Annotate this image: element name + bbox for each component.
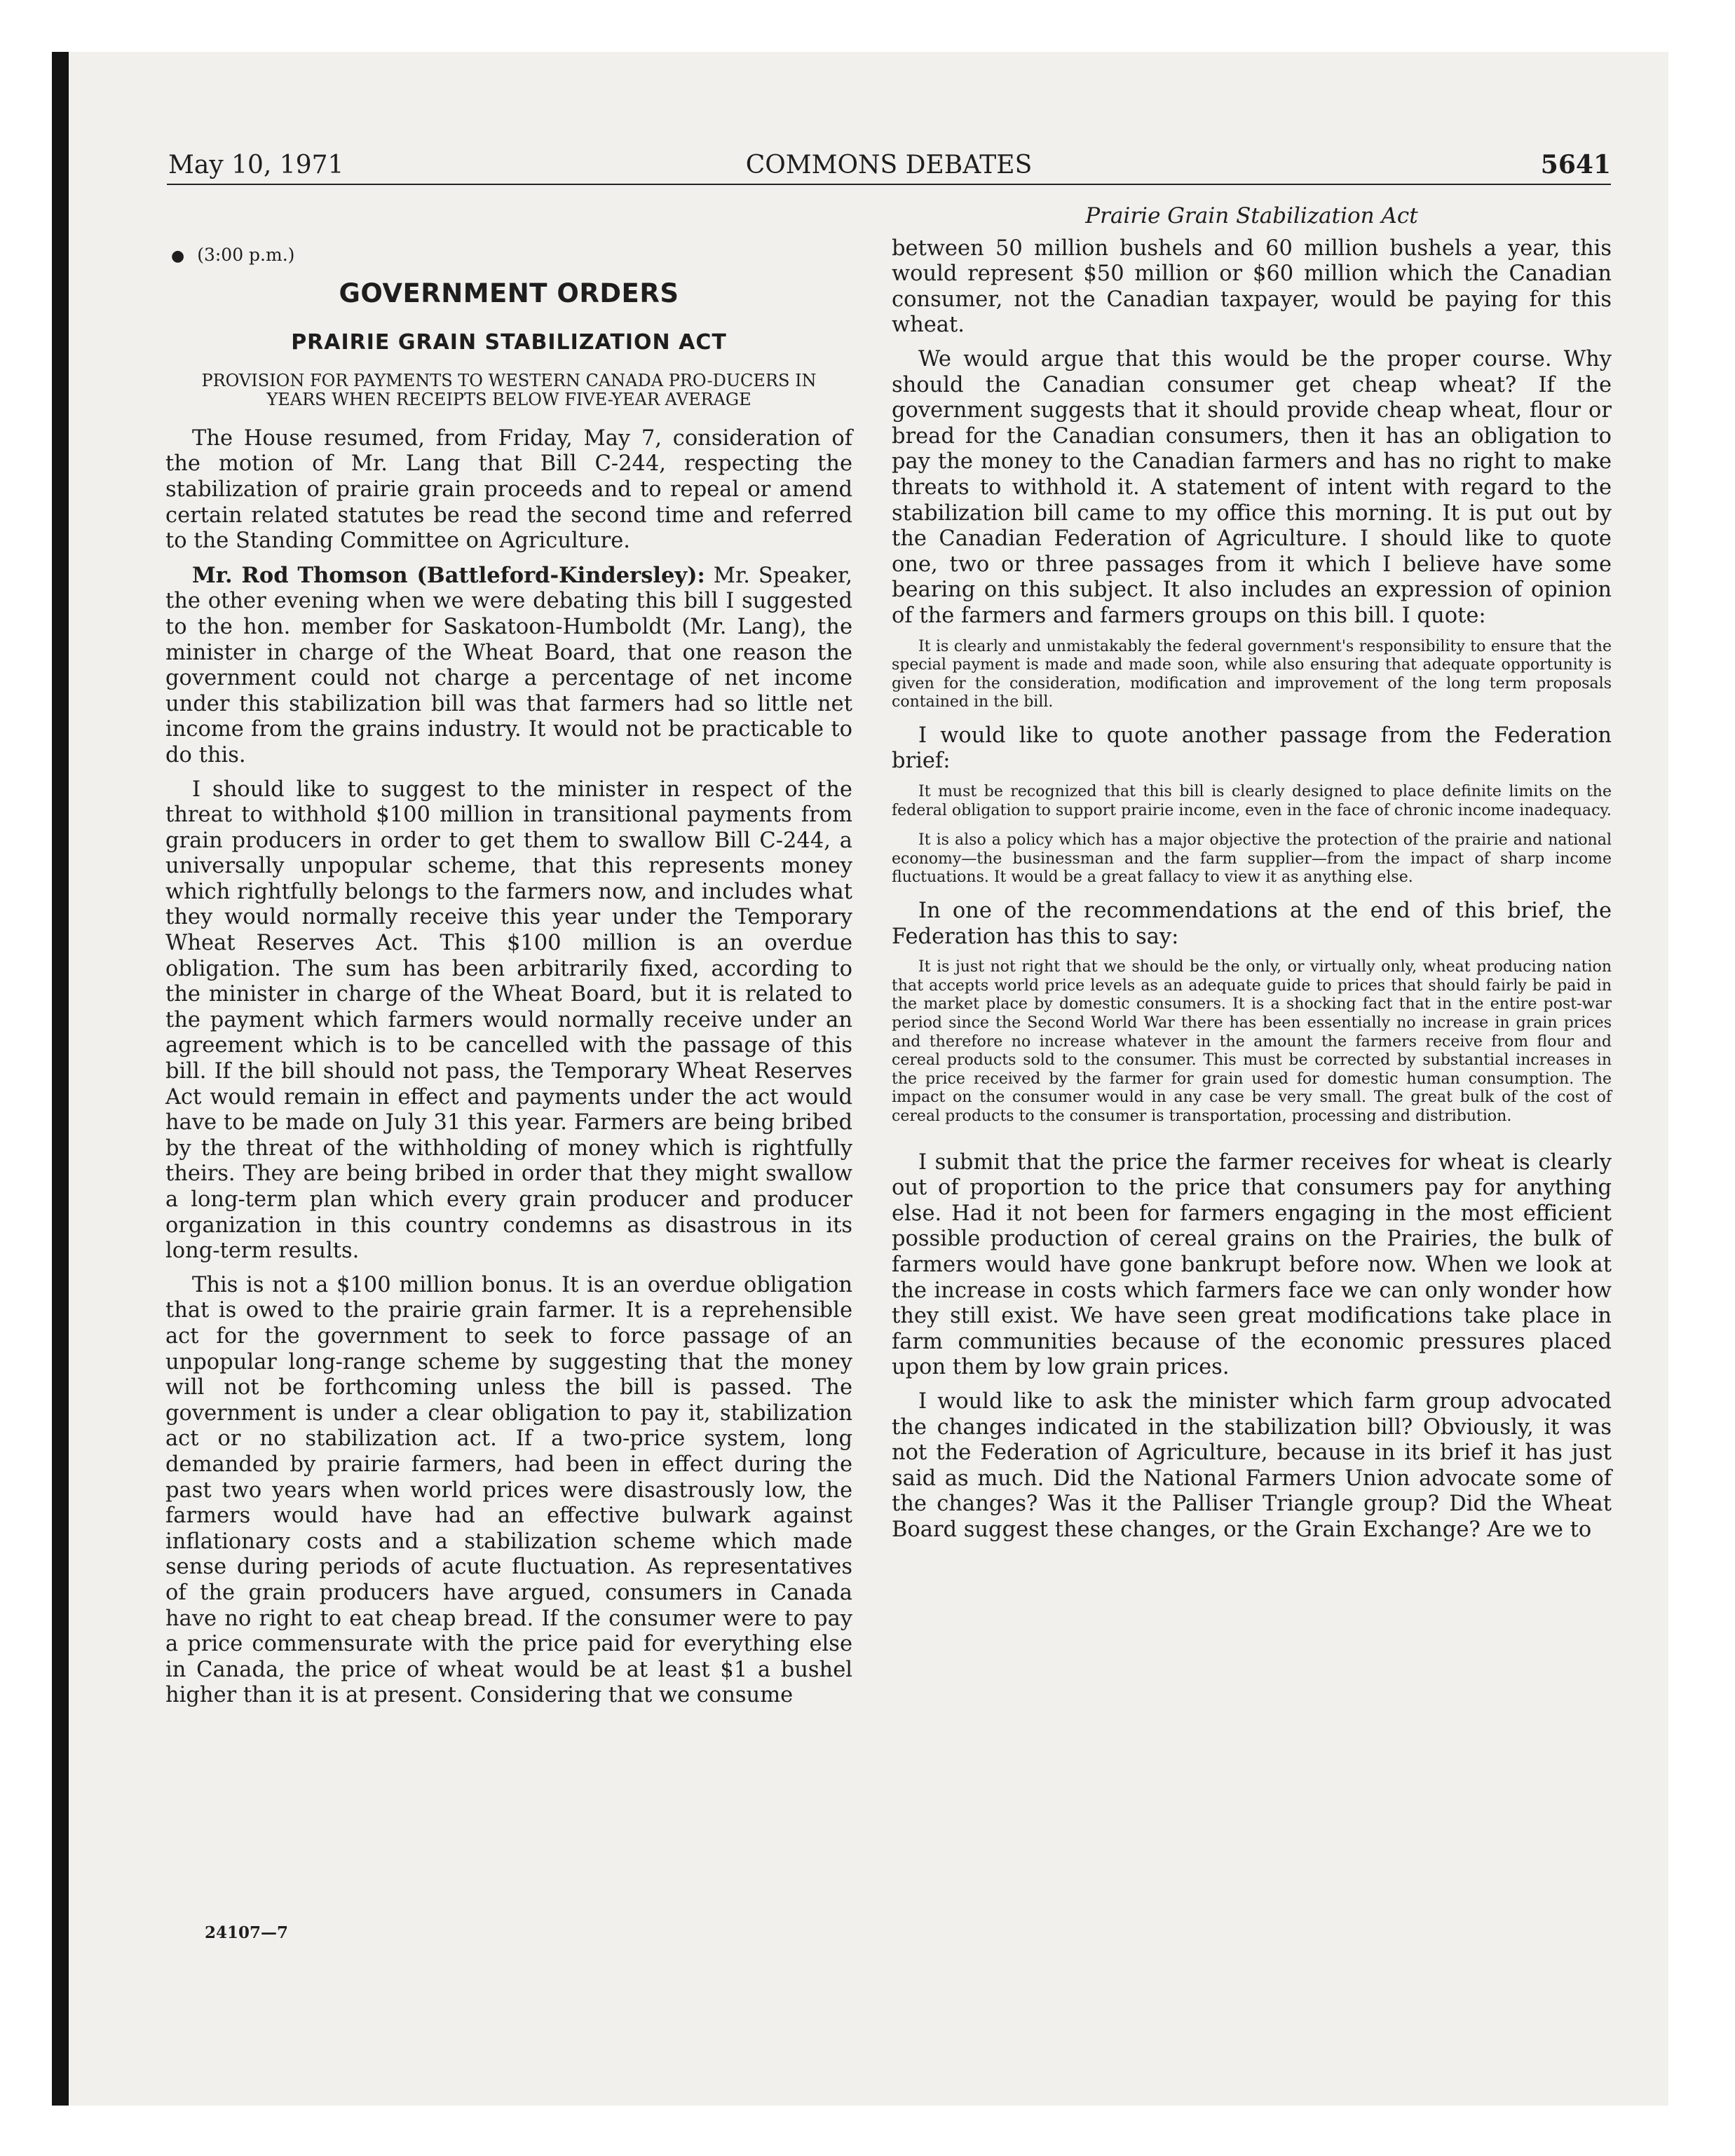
- bill-heading: PRAIRIE GRAIN STABILIZATION ACT: [291, 330, 727, 355]
- printer-code: 24107—7: [205, 1923, 289, 1942]
- speaker-paragraph: [165, 563, 852, 769]
- paragraph: between 50 million bushels and 60 million bushels a year, this would represent $50 million or $60 million which the Canadian consumer, not the Canadian taxpayer, would be paying for this wheat.: [892, 236, 1612, 338]
- page-header: [167, 144, 1611, 185]
- running-subtitle: Prairie Grain Stabilization Act: [1085, 203, 1418, 228]
- paragraph: This is not a $100 million bonus. It is an overdue obligation that is owed to the prairie grain farmer. It is a reprehensible act for the government to seek to force passage of an unpopular long-range scheme by suggesting that the money will not be forthcoming unless the bill is passed. The government is under a clear obligation to pay it, stabilization act or no stabilization act. If a two-price system, long demanded by prairie farmers, had been in effect during the past two years when world prices were disastrously low, the farmers would have had an effective bulwark against inflationary costs and a stabilization scheme which made sense during periods of acute fluctuation. As representatives of the grain producers have argued, consumers in Canada have no right to eat cheap bread. If the consumer were to pay a price commensurate with the price paid for everything else in Canada, the price of wheat would be at least $1 a bushel higher than it is at present. Considering that we consume: [165, 1272, 852, 1708]
- speaker-name: Mr. Rod Thomson (Battleford-Kindersley):: [192, 562, 705, 588]
- paragraph: I should like to suggest to the minister in respect of the threat to withhold $100 million in transitional payments from grain producers in order to get them to swallow Bill C-244, a universally unpopular scheme, that this represents money which rightfully belongs to the farmers now, and includes what they would normally receive this year under the Temporary Wheat Reserves Act. This $100 million is an overdue obligation. The sum has been arbitrarily fixed, according to the minister in charge of the Wheat Board, but it is related to the payment which farmers would normally receive under an agreement which is to be cancelled with the passage of this bill. If the bill should not pass, the Temporary Wheat Reserves Act would remain in effect and payments under the act would have to be made on July 31 this year. Farmers are being bribed by the threat of the withholding of money which is rightfully theirs. They are being bribed in order that they might swallow a long-term plan which every grain producer and producer organization in this country condemns as disastrous in its long-term results.: [165, 777, 852, 1264]
- header-date: May 10, 1971: [168, 151, 344, 179]
- block-quote: It is just not right that we should be the only, or virtually only, wheat producing nation that accepts world price levels as an adequate guide to prices that should fairly be paid in the market place by domestic consumers. It is a shocking fact that in the entire post-war period since the Second World War there has been essentially no increase in grain prices and therefore no increase whatever in the amount the farmers receive from flour and cereal products sold to the consumer. This must be corrected by substantial increases in the price received by the farmer for grain used for domestic human consumption. The impact on the consumer would in any case be very small. The great bulk of the cost of cereal products to the consumer is transportation, processing and distribution.: [892, 958, 1612, 1125]
- header-running-title: COMMONS DEBATES: [745, 151, 1033, 179]
- paragraph: The House resumed, from Friday, May 7, consideration of the motion of Mr. Lang that Bill C-244, respecting the stabilization of prairie grain proceeds and to repeal or amend certain related statutes be read the second time and referred to the Standing Committee on Agriculture.: [165, 425, 852, 554]
- block-quote: It is also a policy which has a major objective the protection of the prairie and national economy—the businessman and the farm supplier—from the impact of sharp income fluctuations. It would be a great fallacy to view it as anything else.: [892, 831, 1612, 887]
- block-quote: It is clearly and unmistakably the federal government's responsibility to ensure that the special payment is made and made soon, while also ensuring that adequate opportunity is given for the consideration, modification and improvement of the long term proposals contained in the bill.: [892, 637, 1612, 711]
- paragraph: In one of the recommendations at the end of this brief, the Federation has this to say:: [892, 899, 1612, 949]
- scan-shadow-edge: [52, 52, 69, 2106]
- time-marker-text: (3:00 p.m.): [197, 245, 295, 265]
- paragraph: I submit that the price the farmer receives for wheat is clearly out of proportion to the price that consumers pay for anything else. Had it not been for farmers engaging in the most efficient possible production of cereal grains on the Prairies, the bulk of farmers would have gone bankrupt before now. When we look at the increase in costs which farmers face we can only wonder how they still exist. We have seen great modifications take place in farm communities because of the economic pressures placed upon them by low grain prices.: [892, 1149, 1612, 1380]
- left-column: [165, 203, 852, 1717]
- speaker-text: Mr. Speaker, the other evening when we were debating this bill I suggested to the hon. member for Saskatoon-Humboldt (Mr. Lang), the minister in charge of the Wheat Board, that one reason the government could not charge a percentage of net income under this stabilization bill was that farmers had so little net income from the grains industry. It would not be practicable to do this.: [165, 563, 852, 767]
- header-page-number: 5641: [1540, 150, 1611, 179]
- right-column: [892, 203, 1612, 1551]
- bullet-icon: ●: [171, 247, 185, 265]
- paragraph: I would like to quote another passage from the Federation brief:: [892, 723, 1612, 774]
- bill-subheading: PROVISION FOR PAYMENTS TO WESTERN CANADA PRO-DUCERS IN YEARS WHEN RECEIPTS BELOW FIVE-YEAR AVERAGE: [201, 370, 817, 409]
- time-marker: [171, 243, 852, 270]
- section-heading: GOVERNMENT ORDERS: [339, 278, 679, 308]
- paragraph: I would like to ask the minister which farm group advocated the changes indicated in the stabilization bill? Obviously, it was not the Federation of Agriculture, because in its brief it has just said as much. Did the National Farmers Union advocate some of the changes? Was it the Palliser Triangle group? Did the Wheat Board suggest these changes, or the Grain Exchange? Are we to: [892, 1389, 1612, 1542]
- paragraph: We would argue that this would be the proper course. Why should the Canadian consumer get cheap wheat? If the government suggests that it should provide cheap wheat, flour or bread for the Canadian consumers, then it has an obligation to pay the money to the Canadian farmers and has no right to make threats to withhold it. A statement of intent with regard to the stabilization bill came to my office this morning. It is put out by the Canadian Federation of Agriculture. I should like to quote one, two or three passages from it which I believe have some bearing on this subject. It also includes an expression of opinion of the farmers and farmers groups on this bill. I quote:: [892, 346, 1612, 628]
- block-quote: It must be recognized that this bill is clearly designed to place definite limits on the federal obligation to support prairie income, even in the face of chronic income inadequacy.: [892, 783, 1612, 819]
